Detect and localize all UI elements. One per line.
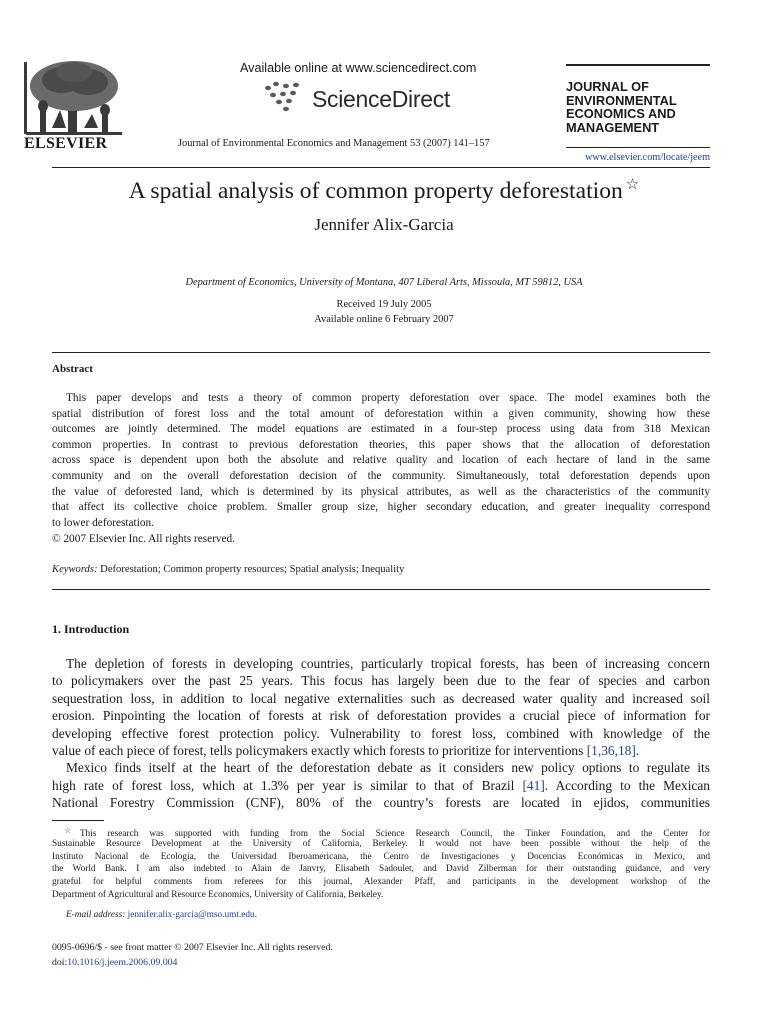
intro-line: to policymakers over the past 25 years. This focus has largely been due to the fear of species and carbon xyxy=(52,673,710,689)
doi-link[interactable]: 10.1016/j.jeem.2006.09.004 xyxy=(67,957,178,968)
abstract-line: outcomes are jointly determined. The model equations are estimated in a four-step process using data from 318 Mexican xyxy=(52,423,710,436)
journal-title-line: JOURNAL OF xyxy=(566,79,649,94)
citation-link[interactable]: [41] xyxy=(522,777,545,793)
received-date: Received 19 July 2005 xyxy=(336,299,432,310)
journal-title-rule-top xyxy=(566,64,710,66)
section-heading-introduction: 1. Introduction xyxy=(52,622,130,636)
abstract-copyright: © 2007 Elsevier Inc. All rights reserved. xyxy=(52,533,236,545)
intro-line-end: . xyxy=(635,742,640,758)
footnote-line-text: This research was supported with funding from the Social Science Research Council, the Tinker Foundation, and the Center for xyxy=(79,829,710,839)
introduction-body xyxy=(52,655,710,812)
intro-line xyxy=(52,742,710,759)
abstract-divider-bottom xyxy=(52,589,710,590)
journal-title-line: MANAGEMENT xyxy=(566,119,660,135)
abstract-heading: Abstract xyxy=(52,363,93,375)
abstract-line: to lower deforestation. xyxy=(52,516,154,529)
intro-line-end: . According to the Mexican xyxy=(544,777,710,793)
abstract-line: common properties. In contrast to previous deforestation theories, this paper shows that the allocation of deforestation xyxy=(52,438,710,451)
journal-reference: Journal of Environmental Economics and Management 53 (2007) 141–157 xyxy=(178,138,490,149)
keywords-label: Keywords: xyxy=(52,564,98,575)
front-matter-notice: 0095-0696/$ - see front matter © 2007 Elsevier Inc. All rights reserved. xyxy=(52,942,333,953)
footnote-line: Department of Agricultural and Resource Economics, University of California, Berkeley. xyxy=(52,889,384,900)
journal-title xyxy=(566,80,677,134)
keywords-list: Deforestation; Common property resources; Spatial analysis; Inequality xyxy=(100,564,405,575)
doi-line xyxy=(52,957,177,968)
footnote-line: the World Bank. I am also indebted to Alain de Janvry, Elisabeth Sadoulet, and David Zilberman for their outstanding guidance, and very xyxy=(52,864,710,875)
title-footnote-star-icon[interactable]: ☆ xyxy=(625,177,640,193)
intro-line: National Forestry Commission (CNF), 80% of the country’s forests are located in ejidos, communities xyxy=(52,795,710,811)
abstract-line: across space is dependent upon both the absolute and relative quality and location of each hectare of land in the same xyxy=(52,454,710,467)
intro-line: erosion. Pinpointing the location of forests at risk of deforestation provides a crucial piece of information for xyxy=(52,708,710,724)
abstract-body xyxy=(52,391,710,531)
keywords xyxy=(52,564,404,575)
footnote xyxy=(52,825,710,902)
available-online-banner: Available online at www.sciencedirect.com xyxy=(240,61,477,75)
abstract-line: This paper develops and tests a theory of common property deforestation over space. The model examines both the xyxy=(66,392,710,404)
abstract-divider-top xyxy=(52,352,710,353)
intro-line-text: value of each piece of forest, tells policymakers exactly which forests to prioritize for interventions xyxy=(52,742,587,758)
citation-link[interactable]: [1,36,18] xyxy=(586,742,636,758)
footnote-line xyxy=(52,825,710,838)
abstract-line: spatial distribution of forest loss and the total amount of deforestation within a given community, showing how these xyxy=(52,407,710,420)
sciencedirect-wordmark: ScienceDirect xyxy=(312,86,450,112)
email-line-end: . xyxy=(254,910,258,920)
journal-title-line: ENVIRONMENTAL xyxy=(566,92,677,108)
intro-line: The depletion of forests in developing countries, particularly tropical forests, has been of increasing concern xyxy=(66,656,710,671)
footnote-star-icon: ☆ xyxy=(64,826,80,835)
footnote-line: Sustainable Resource Development at the University of California, Berkeley. It would not have been possible without the help of the xyxy=(52,838,710,849)
author-email-line xyxy=(66,910,257,920)
footnote-rule xyxy=(52,820,104,821)
intro-line-text: high rate of forest loss, which at 1.3% per year is similar to that of Brazil xyxy=(52,777,523,793)
email-label: E-mail address: xyxy=(66,910,126,920)
publisher-name: ELSEVIER xyxy=(24,135,108,152)
journal-url-link[interactable]: www.elsevier.com/locate/jeem xyxy=(585,152,710,163)
sciencedirect-dots-icon xyxy=(262,80,312,118)
intro-line: Mexico finds itself at the heart of the deforestation debate as it considers new policy options to regulate its xyxy=(66,760,710,776)
journal-title-rule-bottom xyxy=(566,147,710,148)
article-title xyxy=(0,175,768,205)
author-affiliation: Department of Economics, University of Montana, 407 Liberal Arts, Missoula, MT 59812, USA xyxy=(185,277,583,288)
sciencedirect-logo[interactable] xyxy=(262,80,482,118)
email-link[interactable]: jennifer.alix-garcia@mso.umt.edu xyxy=(127,910,255,920)
intro-line: sequestration loss, in addition to local negative externalities such as decreased water quality and increased soil xyxy=(52,690,710,706)
header-divider xyxy=(52,167,710,168)
article-title-text: A spatial analysis of common property deforestation xyxy=(128,178,623,204)
intro-line xyxy=(52,777,710,794)
footnote-line: Instituto Nacional de Ecología, the Universidad Iberoamericana, the Centro de Investigaciones y Docencias Económicas in Mexico, and xyxy=(52,851,710,862)
abstract-line: that affect its collective choice problem. Smaller group size, higher secondary education, and greater inequality correspond xyxy=(52,501,710,514)
journal-title-line: ECONOMICS AND xyxy=(566,106,676,121)
available-online-date: Available online 6 February 2007 xyxy=(314,314,454,325)
footnote-line: grateful for helpful comments from referees for this journal, Alexander Pfaff, and participants in the development workshop of the xyxy=(52,877,710,888)
intro-line: developing effective forest protection policy. Vulnerability to forest loss, combined with knowledge of the xyxy=(52,725,710,741)
abstract-line: the value of deforested land, which is determined by its physical attributes, as well as the characteristics of the community xyxy=(52,485,710,498)
abstract-line: community and on the overall deforestation decision of the community. Simultaneously, total deforestation depends upon xyxy=(52,469,710,482)
author-name: Jennifer Alix-Garcia xyxy=(314,215,454,234)
doi-prefix: doi: xyxy=(52,957,68,968)
